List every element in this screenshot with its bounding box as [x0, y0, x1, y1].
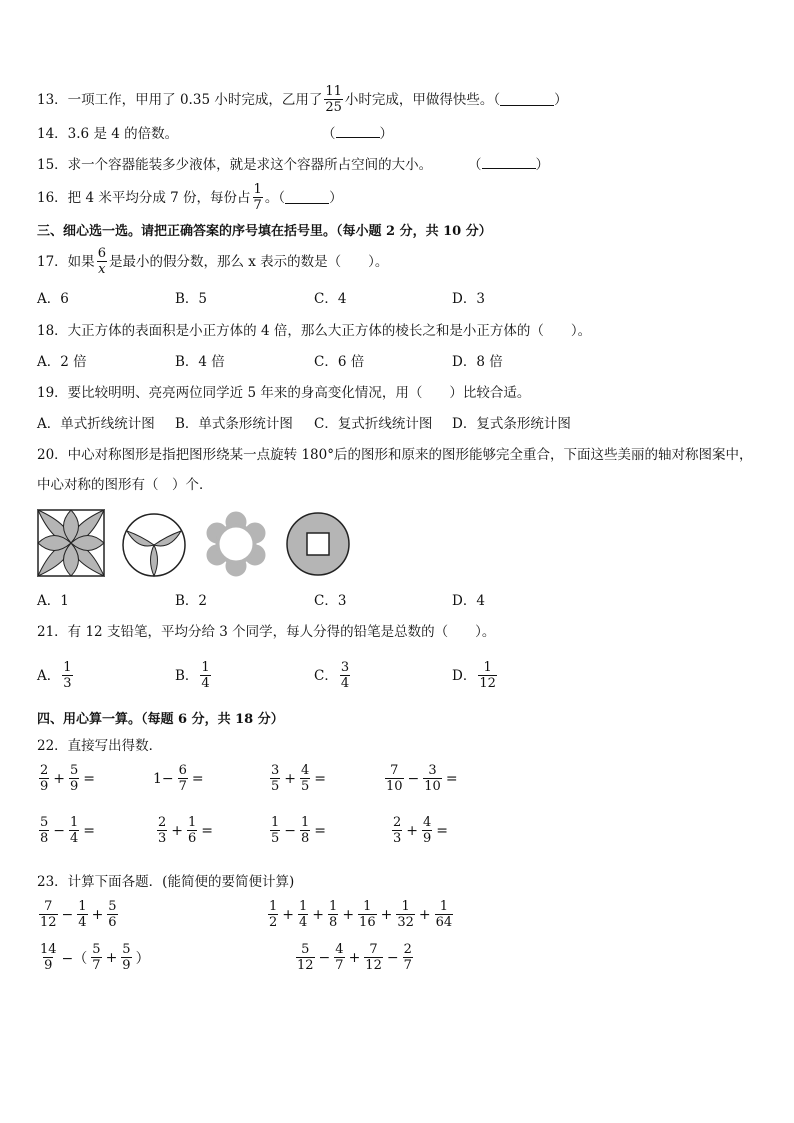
answer-blank[interactable]	[336, 125, 380, 138]
question-20-line2: 中心对称的图形有（ ）个．	[37, 477, 213, 493]
answer-paren: （ ）	[322, 126, 393, 142]
option-d[interactable]: D．8 倍	[452, 354, 503, 370]
question-16: 16．把 4 米平均分成 7 份，每份占 $\frac{1}{7}$ 。（ ）	[37, 182, 343, 213]
question-23: 23．计算下面各题．(能简便的要简便计算)	[37, 874, 295, 890]
fraction: $\frac{1}{7}$	[253, 182, 262, 213]
option-a[interactable]: A．6	[37, 291, 69, 307]
expr-23-4: $\frac{5}{12}$ − $\frac{4}{7}$ + $\frac{7}{12}$ − $\frac{2}{7}$	[297, 942, 412, 973]
expr-22-1: $\frac{2}{9}$ + $\frac{5}{9}$ =	[40, 763, 96, 794]
figure-circle-three-leaves	[121, 512, 187, 578]
option-d[interactable]: D．复式条形统计图	[452, 416, 571, 432]
expr-23-1: $\frac{7}{12}$ − $\frac{1}{4}$ + $\frac{5}{6}$	[40, 899, 117, 930]
answer-paren: （ ）	[468, 157, 549, 173]
option-d[interactable]: D．4	[452, 593, 485, 609]
figure-square-petals	[36, 508, 106, 578]
figure-coin	[285, 511, 351, 577]
question-19: 19．要比较明明、亮亮两位同学近 5 年来的身高变化情况，用（ ）比较合适。	[37, 385, 531, 401]
fraction: $\frac{1}{12}$	[479, 660, 496, 691]
section-heading-4: 四、用心算一算。（每题 6 分，共 18 分）	[37, 712, 284, 727]
option-d[interactable]: D．3	[452, 291, 485, 307]
expr-22-6: $\frac{2}{3}$ + $\frac{1}{6}$ =	[158, 815, 214, 846]
fraction: $\frac{1}{4}$	[201, 660, 210, 691]
option-c[interactable]: C．4	[314, 291, 347, 307]
question-13: 13．一项工作，甲用了 0.35 小时完成，乙用了 $\frac{11}{25}$ 小时完成，甲做得快些。（ ）	[37, 84, 568, 115]
question-21: 21．有 12 支铅笔，平均分给 3 个同学，每人分得的铅笔是总数的（ ）。	[37, 624, 496, 640]
expr-22-5: $\frac{5}{8}$ − $\frac{1}{4}$ =	[40, 815, 96, 846]
figure-flower	[202, 510, 270, 578]
option-b[interactable]: B．5	[175, 291, 208, 307]
option-d[interactable]: D． $\frac{1}{12}$	[452, 660, 496, 691]
option-b[interactable]: B．2	[175, 593, 208, 609]
option-c[interactable]: C．复式折线统计图	[314, 416, 433, 432]
question-14: 14．3.6 是 4 的倍数。	[37, 126, 179, 142]
fraction: $\frac{1}{3}$	[63, 660, 72, 691]
option-b[interactable]: B． $\frac{1}{4}$	[175, 660, 210, 691]
section-heading-3: 三、细心选一选。请把正确答案的序号填在括号里。（每小题 2 分，共 10 分）	[37, 224, 492, 239]
option-b[interactable]: B．4 倍	[175, 354, 225, 370]
expr-22-8: $\frac{2}{3}$ + $\frac{4}{9}$ =	[393, 815, 449, 846]
option-a[interactable]: A．1	[37, 593, 69, 609]
option-b[interactable]: B．单式条形统计图	[175, 416, 293, 432]
question-22: 22．直接写出得数．	[37, 738, 163, 754]
answer-blank[interactable]	[285, 191, 329, 204]
question-18: 18．大正方体的表面积是小正方体的 4 倍，那么大正方体的棱长之和是小正方体的（ ）。	[37, 323, 592, 339]
expr-22-4: $\frac{7}{10}$ − $\frac{3}{10}$ =	[386, 763, 458, 794]
expr-23-2: $\frac{1}{2}$ + $\frac{1}{4}$ + $\frac{1}{8}$ + $\frac{1}{16}$ + $\frac{1}{32}$ + $\frac{1}{64}$	[269, 899, 453, 930]
expr-22-7: $\frac{1}{5}$ − $\frac{1}{8}$ =	[271, 815, 327, 846]
fraction: $\frac{11}{25}$	[325, 84, 342, 115]
question-17: 17．如果 $\frac{6}{x}$ 是最小的假分数，那么 x 表示的数是（ ）。	[37, 246, 389, 277]
answer-blank[interactable]	[482, 156, 536, 169]
expr-23-3: $\frac{14}{9}$ −（ $\frac{5}{7}$ + $\frac{5}{9}$ ）	[40, 942, 150, 973]
option-a[interactable]: A．单式折线统计图	[37, 416, 155, 432]
answer-blank[interactable]	[500, 93, 554, 106]
question-15: 15．求一个容器能装多少液体，就是求这个容器所占空间的大小。	[37, 157, 433, 173]
option-c[interactable]: C．3	[314, 593, 347, 609]
fraction: $\frac{6}{x}$	[97, 246, 106, 277]
option-c[interactable]: C．6 倍	[314, 354, 365, 370]
fraction: $\frac{3}{4}$	[340, 660, 350, 691]
question-20-line1: 20．中心对称图形是指把图形绕某一点旋转 180°后的图形和原来的图形能够完全重合，下面这些美丽的轴对称图案中，	[37, 447, 753, 463]
option-c[interactable]: C． $\frac{3}{4}$	[314, 660, 350, 691]
option-a[interactable]: A． $\frac{1}{3}$	[37, 660, 72, 691]
expr-22-3: $\frac{3}{5}$ + $\frac{4}{5}$ =	[271, 763, 327, 794]
expr-22-2: 1− $\frac{6}{7}$ =	[153, 763, 204, 794]
option-a[interactable]: A．2 倍	[37, 354, 87, 370]
